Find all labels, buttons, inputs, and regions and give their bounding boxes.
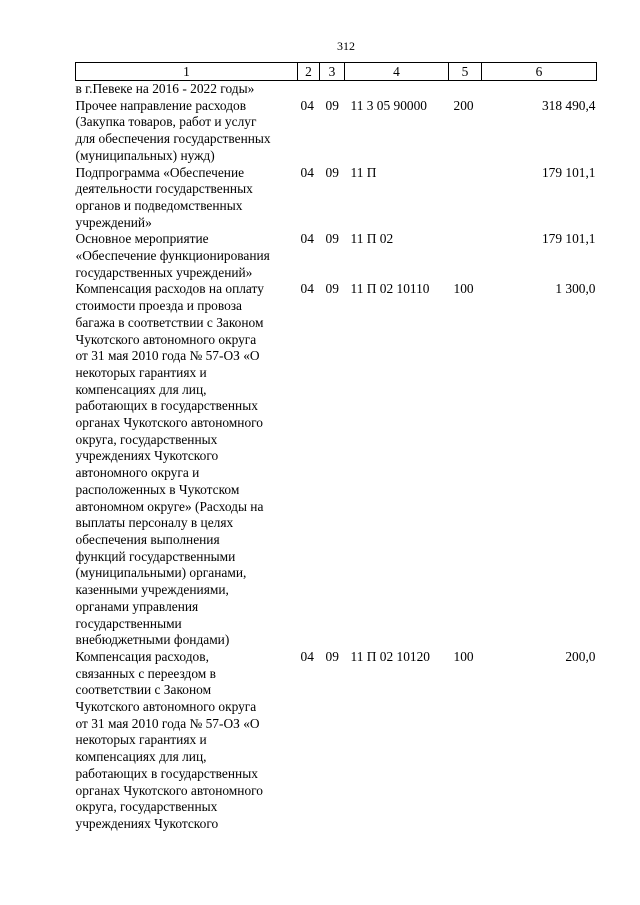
row-expense-type	[449, 81, 482, 98]
row-amount: 318 490,4	[541, 97, 596, 113]
row-expense-type: 200	[453, 97, 474, 113]
row-section: 04	[300, 231, 314, 247]
row-target-code: 11 П 02	[350, 231, 394, 247]
row-target-code: 11 П 02 10110	[350, 281, 430, 297]
table-body	[76, 81, 597, 833]
row-subsection: 09	[325, 648, 339, 664]
header-row	[76, 63, 597, 81]
row-amount	[482, 81, 597, 98]
row-section: 04	[300, 97, 314, 113]
row-expense-type	[449, 231, 482, 281]
budget-table	[75, 62, 597, 833]
row-section	[298, 81, 320, 98]
table-row	[76, 649, 597, 833]
row-section: 04	[300, 164, 314, 180]
row-expense-type: 100	[453, 648, 474, 664]
header-col-3: 3	[320, 63, 345, 81]
page-number: 312	[337, 39, 355, 53]
row-name: Компенсация расходов на оплату стоимости проезда и провоза багажа в соответствии с Законом Чукотского автономного округа от 31 мая 2010 года № 57-ОЗ «О некоторых гарантиях и компенсациях для лиц, работающих в государственных органах Чукотского автономного округа, государственных учреждениях Чукотского автономного округа и расположенных в Чукотском автономном округе» (Расходы на выплаты персоналу в целях обеспечения выполнения функций государственными (муниципальными) органами, казенными учреждениями, органами управления государственными внебюджетными фондами)	[75, 281, 264, 648]
header-col-1: 1	[76, 63, 298, 81]
table-row	[76, 281, 597, 648]
row-subsection: 09	[325, 164, 339, 180]
header-col-5: 5	[449, 63, 482, 81]
header-col-6: 6	[482, 63, 597, 81]
row-amount: 200,0	[565, 648, 596, 664]
row-amount: 179 101,1	[541, 164, 596, 180]
row-amount: 1 300,0	[555, 281, 596, 297]
table-header	[76, 63, 597, 81]
row-expense-type	[449, 165, 482, 232]
row-subsection	[320, 81, 345, 98]
row-amount: 179 101,1	[541, 231, 596, 247]
header-col-2: 2	[298, 63, 320, 81]
row-name: Компенсация расходов, связанных с переездом в соответствии с Законом Чукотского автономного округа от 31 мая 2010 года № 57-ОЗ «О некоторых гарантиях и компенсациях для лиц, работающих в государственных органах Чукотского автономного округа, государственных учреждениях Чукотского	[75, 648, 263, 831]
row-target-code: 11 3 05 90000	[350, 97, 427, 113]
row-subsection: 09	[325, 281, 339, 297]
header-col-4: 4	[345, 63, 449, 81]
row-target-code: 11 П 02 10120	[350, 648, 430, 664]
table-row	[76, 81, 597, 98]
row-subsection: 09	[325, 97, 339, 113]
row-target-code	[345, 81, 449, 98]
row-subsection: 09	[325, 231, 339, 247]
row-section: 04	[300, 281, 314, 297]
table-row	[76, 98, 597, 165]
row-name: Прочее направление расходов (Закупка товаров, работ и услуг для обеспечения государственных (муниципальных) нужд)	[75, 97, 271, 163]
row-target-code: 11 П	[350, 164, 377, 180]
row-name: в г.Певеке на 2016 - 2022 годы»	[75, 81, 255, 96]
row-name: Подпрограмма «Обеспечение деятельности государственных органов и подведомственных учреждений»	[75, 164, 253, 230]
table-row	[76, 231, 597, 281]
row-name: Основное мероприятие «Обеспечение функционирования государственных учреждений»	[75, 231, 270, 280]
row-section: 04	[300, 648, 314, 664]
row-expense-type: 100	[453, 281, 474, 297]
table-row	[76, 165, 597, 232]
